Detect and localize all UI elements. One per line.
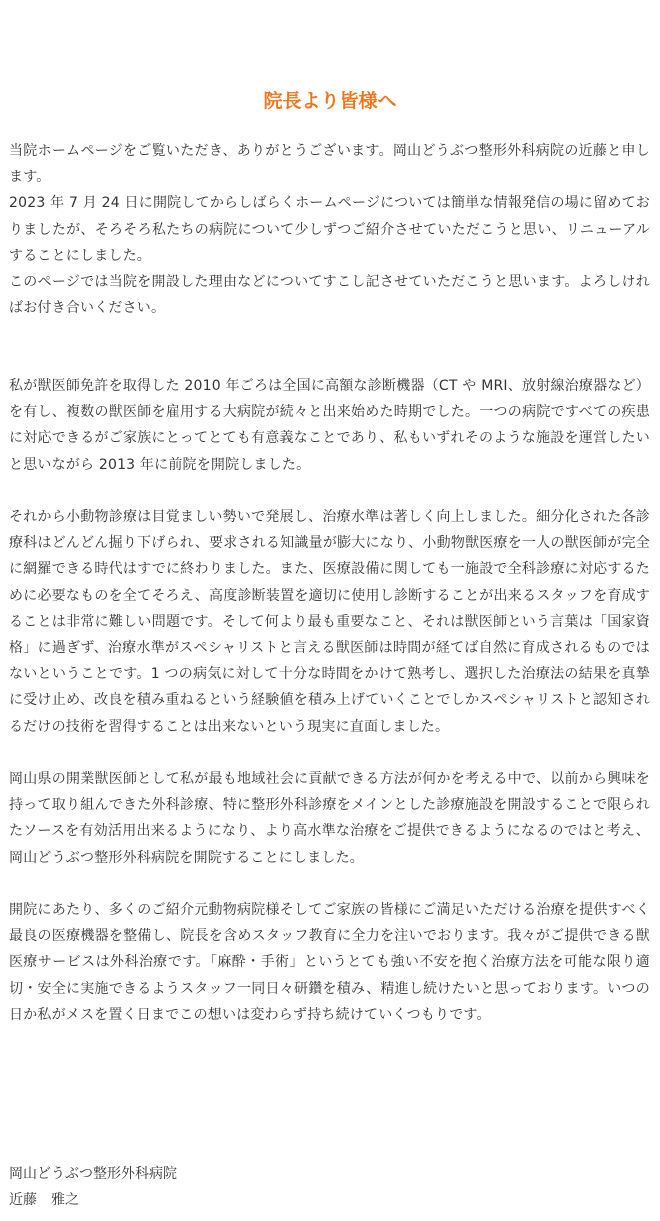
message-paragraph: 岡山県の開業獣医師として私が最も地域社会に貢献できる方法が何かを考える中で、以前から興味を持って取り組んできた外科診療、特に整形外科診療をメインとした診療施設を開設することで限られたソースを有効活用出来るようになり、より高水準な治療をご提供できるようになるのではと考え、岡山どうぶつ整形外科病院を開院することにしました。 [9, 771, 650, 866]
message-paragraph: 開院にあたり、多くのご紹介元動物病院様そしてご家族の皆様にご満足いただける治療を提供すべく最良の医療機器を整備し、院長を含めスタッフ教育に全力を注いでおります。我々がご提供できる獣医療サービスは外科治療です。「麻酔・手術」というとても強い不安を抱く治療方法を可能な限り適切・安全に実施できるようスタッフ一同日々研鑽を積み、精進し続けたいと思っております。いつの日か私がメスを置く日までこの想いは変わらず持ち続けていくつもりです。 [9, 902, 650, 1023]
signature-hospital-name: 岡山どうぶつ整形外科病院 [9, 1166, 177, 1182]
message-paragraph: 私が獣医師免許を取得した 2010 年ごろは全国に高額な診断機器（CT や MRI、放射線治療器など）を有し、複数の獣医師を雇用する大病院が続々と出来始めた時期でした。一つの病院ですべての疾患に対応できるがご家族にとってとても有意義なことであり、私もいずれそのような施設を運営したいと思いながら 2013 年に前院を開院しました。 [9, 378, 650, 473]
intro-paragraph: 当院ホームページをご覧いただき、ありがとうございます。岡山どうぶつ整形外科病院の近藤と申します。 [9, 143, 650, 186]
paragraph-spacer [9, 871, 650, 897]
signature [9, 1161, 177, 1213]
intro-section [9, 138, 650, 321]
paragraph-spacer [9, 478, 650, 504]
message-paragraph: それから小動物診療は目覚ましい勢いで発展し、治療水準は著しく向上しました。細分化された各診療科はどんどん掘り下げられ、要求される知識量が膨大になり、小動物獣医療を一人の獣医師が完全に網羅できる時代はすでに終わりました。また、医療設備に関しても一施設で全科診療に対応するために必要なものを全てそろえ、高度診断装置を適切に使用し診断することが出来るスタッフを育成することは非常に難しい問題です。そして何より最も重要なこと、それは獣医師という言葉は「国家資格」に過ぎず、治療水準がスペシャリストと言える獣医師は時間が経てば自然に育成されるものではないということです。1 つの病気に対して十分な時間をかけて熟考し、選択した治療法の結果を真摯に受け止め、改良を積み重ねるという経験値を積み上げていくことでしかスペシャリストと認知されるだけの技術を習得することは出来ないという現実に直面しました。 [9, 509, 650, 735]
paragraph-spacer [9, 740, 650, 766]
page-title: 院長より皆様へ [263, 90, 397, 112]
signature-director-name: 近藤 雅之 [9, 1192, 79, 1208]
intro-paragraph: 2023 年 7 月 24 日に開院してからしばらくホームページについては簡単な情報発信の場に留めておりましたが、そろそろ私たちの病院について少しずつご紹介させていただこうと思い、リニューアルすることにしました。 [9, 195, 650, 264]
message-section [9, 373, 650, 1028]
intro-paragraph: このページでは当院を開設した理由などについてすこし記させていただこうと思います。よろしければお付き合いください。 [9, 274, 650, 317]
